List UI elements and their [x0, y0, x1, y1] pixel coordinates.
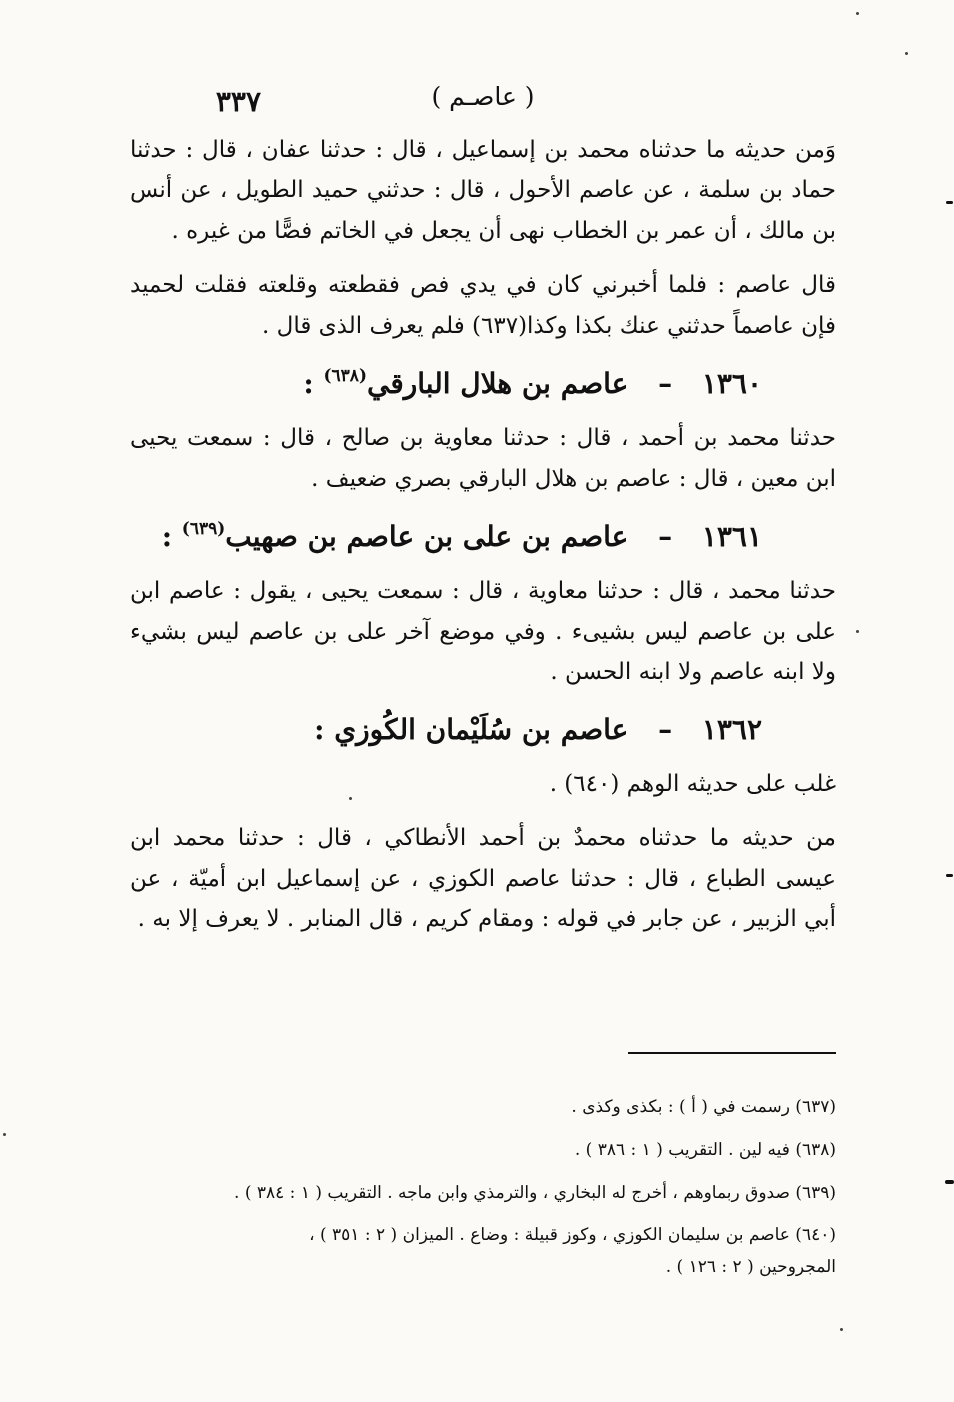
entry-number: ١٣٦١: [701, 520, 762, 554]
entry-heading-1362: [130, 713, 762, 746]
entry-heading-1361: [130, 519, 762, 553]
margin-mark: [945, 1180, 954, 1184]
paragraph-1: وَمن حديثه ما حدثناه محمد بن إسماعيل ، قال : حدثنا عفان ، قال : حدثنا حماد بن سلمة ، عن عاصم الأحول ، قال : حدثني حميد الطويل ، عن أنس بن مالك ، أن عمر بن الخطاب نهى أن يجعل في الخاتم فصًّا من غيره .: [130, 137, 836, 244]
page-number: ٣٣٧: [215, 85, 261, 118]
paragraph-2: قال عاصم : فلما أخبرني كان في يدي فص فقطعته وقلعته فقلت لحميد فإن عاصماً حدثني عنك بكذا وكذا(٦٣٧) فلم يعرف الذى قال .: [130, 272, 836, 339]
entry-name: عاصم بن على بن عاصم بن صهيب: [225, 520, 629, 554]
page-header: [130, 78, 836, 122]
footnote-638: (٦٣٨) فيه لين . التقريب ( ١ : ٣٨٦ ) .: [574, 1139, 836, 1160]
entry-dash: –: [658, 712, 673, 746]
footnote-640-line-2: المجروحين ( ٢ : ١٢٦ ) .: [665, 1257, 836, 1278]
footnotes: [130, 1086, 836, 1289]
margin-mark: [946, 874, 953, 877]
scan-speck: [856, 12, 859, 15]
paragraph-5: غلب على حديثه الوهم (٦٤٠) .: [549, 770, 836, 797]
entry-colon: :: [314, 712, 325, 746]
entry-name: عاصم بن سُلَيْمان الكُوزي: [334, 712, 629, 746]
entry-name: عاصم بن هلال البارقي: [366, 367, 629, 401]
entry-dash: –: [658, 520, 673, 554]
margin-mark: [946, 201, 953, 204]
entry-colon: :: [161, 520, 173, 554]
scan-speck: [3, 1133, 6, 1136]
book-page: [130, 78, 836, 1278]
scan-speck: [349, 797, 352, 800]
entry-number: ١٣٦٢: [701, 712, 762, 746]
footnote-640-line-1: (٦٤٠) عاصم بن سليمان الكوزي ، وكوز قبيلة : وضاع . الميزان ( ٢ : ٣٥١ ) ،: [309, 1225, 836, 1246]
footnote-reference: (٦٣٨): [323, 366, 367, 387]
footnote-reference: (٦٣٩): [181, 519, 226, 540]
entry-heading-1360: [130, 366, 762, 400]
footnote-639: (٦٣٩) صدوق ربماوهم ، أخرج له البخاري ، والترمذي وابن ماجه . التقريب ( ١ : ٣٨٤ ) .: [234, 1182, 836, 1203]
scan-speck: [856, 630, 859, 633]
footnote-divider: [628, 1052, 836, 1054]
entry-number: ١٣٦٠: [701, 367, 762, 401]
paragraph-6: من حديثه ما حدثناه محمدٌ بن أحمد الأنطاكي ، قال : حدثنا محمد ابن عيسى الطباع ، قال : حدثنا عاصم الكوزي ، عن إسماعيل ابن أميّة ، عن أبي الزبير ، عن جابر في قوله : ومقام كريم ، قال المنابر . لا يعرف إلا به .: [130, 825, 836, 933]
entry-colon: :: [303, 367, 314, 401]
scan-speck: [905, 52, 908, 55]
paragraph-3: حدثنا محمد بن أحمد ، قال : حدثنا معاوية بن صالح ، قال : سمعت يحيى ابن معين ، قال : عاصم بن هلال البارقي بصري ضعيف .: [130, 425, 836, 492]
running-title: ( عاصـم ): [431, 82, 535, 111]
entry-dash: –: [658, 367, 673, 401]
scan-speck: [840, 1328, 843, 1331]
paragraph-4: حدثنا محمد ، قال : حدثنا معاوية ، قال : سمعت يحيى ، يقول : عاصم ابن على بن عاصم ليس بشيىء . وفي موضع آخر على بن عاصم ليس بشيء ولا ابنه عاصم ولا ابنه الحسن .: [130, 578, 836, 686]
footnote-637: (٦٣٧) رسمت في ( أ ) : بكذى وكذى .: [571, 1097, 836, 1117]
